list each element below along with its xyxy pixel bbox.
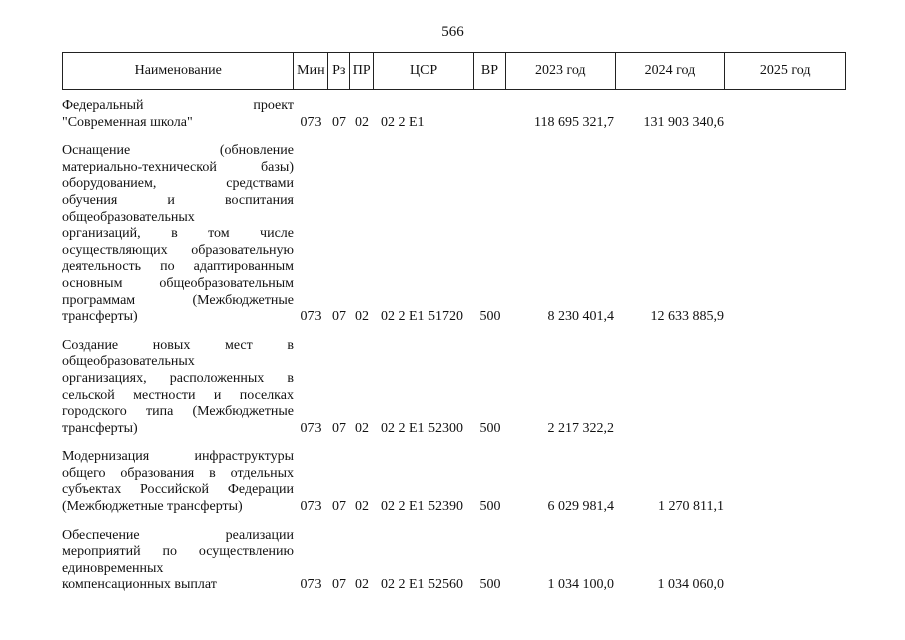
row-rz: 07 bbox=[332, 114, 346, 130]
row-name-line: общеобразовательных bbox=[62, 209, 195, 225]
row-pr: 02 bbox=[355, 420, 369, 436]
row-pr: 02 bbox=[355, 577, 369, 593]
row-name-line: Обеспечение реализации bbox=[62, 527, 294, 543]
row-2023: 1 034 100,0 bbox=[547, 577, 614, 593]
row-name-line: (Межбюджетные трансферты) bbox=[62, 499, 243, 515]
row-name-line: трансферты) bbox=[62, 420, 138, 436]
header-pr: ПР bbox=[350, 53, 374, 89]
header-vr: ВР bbox=[474, 53, 506, 89]
row-csr: 02 2 E1 bbox=[381, 114, 425, 130]
table-row bbox=[62, 449, 846, 515]
row-name-line: Создание новых мест в bbox=[62, 337, 294, 353]
row-vr: 500 bbox=[479, 420, 501, 436]
row-name-line: городского типа (Межбюджетные bbox=[62, 404, 294, 420]
row-name bbox=[62, 449, 294, 515]
header-2025: 2025 год bbox=[759, 63, 811, 78]
row-csr: 02 2 E1 52300 bbox=[381, 420, 464, 436]
row-rz: 07 bbox=[332, 499, 346, 515]
row-name-line: единовременных bbox=[62, 560, 164, 576]
row-name-line: Модернизация инфраструктуры bbox=[62, 449, 294, 465]
row-name-line: оборудованием, средствами bbox=[62, 176, 294, 192]
row-csr: 02 2 E1 52390 bbox=[381, 499, 464, 515]
row-name-line: программам (Межбюджетные bbox=[62, 292, 294, 308]
row-name-line: "Современная школа" bbox=[62, 114, 193, 130]
row-name-line: Федеральный проект bbox=[62, 98, 294, 113]
row-rz: 07 bbox=[332, 577, 346, 593]
row-pr: 02 bbox=[355, 309, 369, 325]
row-2023: 8 230 401,4 bbox=[547, 309, 614, 325]
table-header bbox=[62, 52, 846, 90]
row-2023: 6 029 981,4 bbox=[547, 499, 614, 515]
row-csr: 02 2 E1 51720 bbox=[381, 309, 464, 325]
row-name-line: общего образования в отдельных bbox=[62, 465, 294, 481]
row-2024: 131 903 340,6 bbox=[643, 114, 724, 130]
row-name-line: организаций, в том числе bbox=[62, 226, 294, 242]
table-row bbox=[62, 98, 846, 131]
row-name-line: деятельность по адаптированным bbox=[62, 259, 294, 275]
row-vr: 500 bbox=[479, 309, 501, 325]
table-row bbox=[62, 338, 846, 438]
row-name-line: сельской местности и поселках bbox=[62, 387, 294, 403]
row-rz: 07 bbox=[332, 309, 346, 325]
row-name bbox=[62, 143, 294, 326]
row-rz: 07 bbox=[332, 420, 346, 436]
page-number: 566 bbox=[441, 24, 464, 40]
row-name bbox=[62, 528, 294, 594]
header-2023: 2023 год bbox=[506, 53, 616, 89]
header-name: Наименование bbox=[63, 53, 294, 89]
row-name-line: субъектах Российской Федерации bbox=[62, 482, 294, 498]
row-csr: 02 2 E1 52560 bbox=[381, 577, 464, 593]
row-name-line: материально-технической базы) bbox=[62, 159, 294, 175]
row-vr: 500 bbox=[479, 499, 501, 515]
row-min: 073 bbox=[300, 499, 322, 515]
row-2024: 1 034 060,0 bbox=[657, 577, 724, 593]
row-min: 073 bbox=[300, 309, 322, 325]
header-csr: ЦСР bbox=[374, 53, 474, 89]
table-body bbox=[62, 98, 846, 606]
row-name bbox=[62, 98, 294, 131]
row-name-line: Оснащение (обновление bbox=[62, 143, 294, 159]
row-name-line: осуществляющих образовательную bbox=[62, 242, 294, 258]
row-min: 073 bbox=[300, 114, 322, 130]
row-2024: 1 270 811,1 bbox=[658, 499, 724, 515]
row-name-line: трансферты) bbox=[62, 309, 138, 325]
row-name-line: организациях, расположенных в bbox=[62, 370, 294, 386]
row-pr: 02 bbox=[355, 499, 369, 515]
row-name-line: мероприятий по осуществлению bbox=[62, 544, 294, 560]
row-name-line: компенсационных выплат bbox=[62, 577, 217, 593]
row-2023: 2 217 322,2 bbox=[547, 420, 614, 436]
row-name-line: общеобразовательных bbox=[62, 354, 195, 370]
header-min: Мин bbox=[294, 53, 328, 89]
header-2024: 2024 год bbox=[616, 53, 726, 89]
row-2024: 12 633 885,9 bbox=[650, 309, 724, 325]
row-vr: 500 bbox=[479, 577, 501, 593]
row-min: 073 bbox=[300, 420, 322, 436]
table-row bbox=[62, 143, 846, 326]
row-min: 073 bbox=[300, 577, 322, 593]
row-name-line: основным общеобразовательным bbox=[62, 275, 294, 291]
header-rz: Рз bbox=[328, 53, 350, 89]
row-name-line: обучения и воспитания bbox=[62, 192, 294, 208]
row-pr: 02 bbox=[355, 114, 369, 130]
table-row bbox=[62, 528, 846, 594]
row-name bbox=[62, 338, 294, 438]
row-2023: 118 695 321,7 bbox=[534, 114, 614, 130]
